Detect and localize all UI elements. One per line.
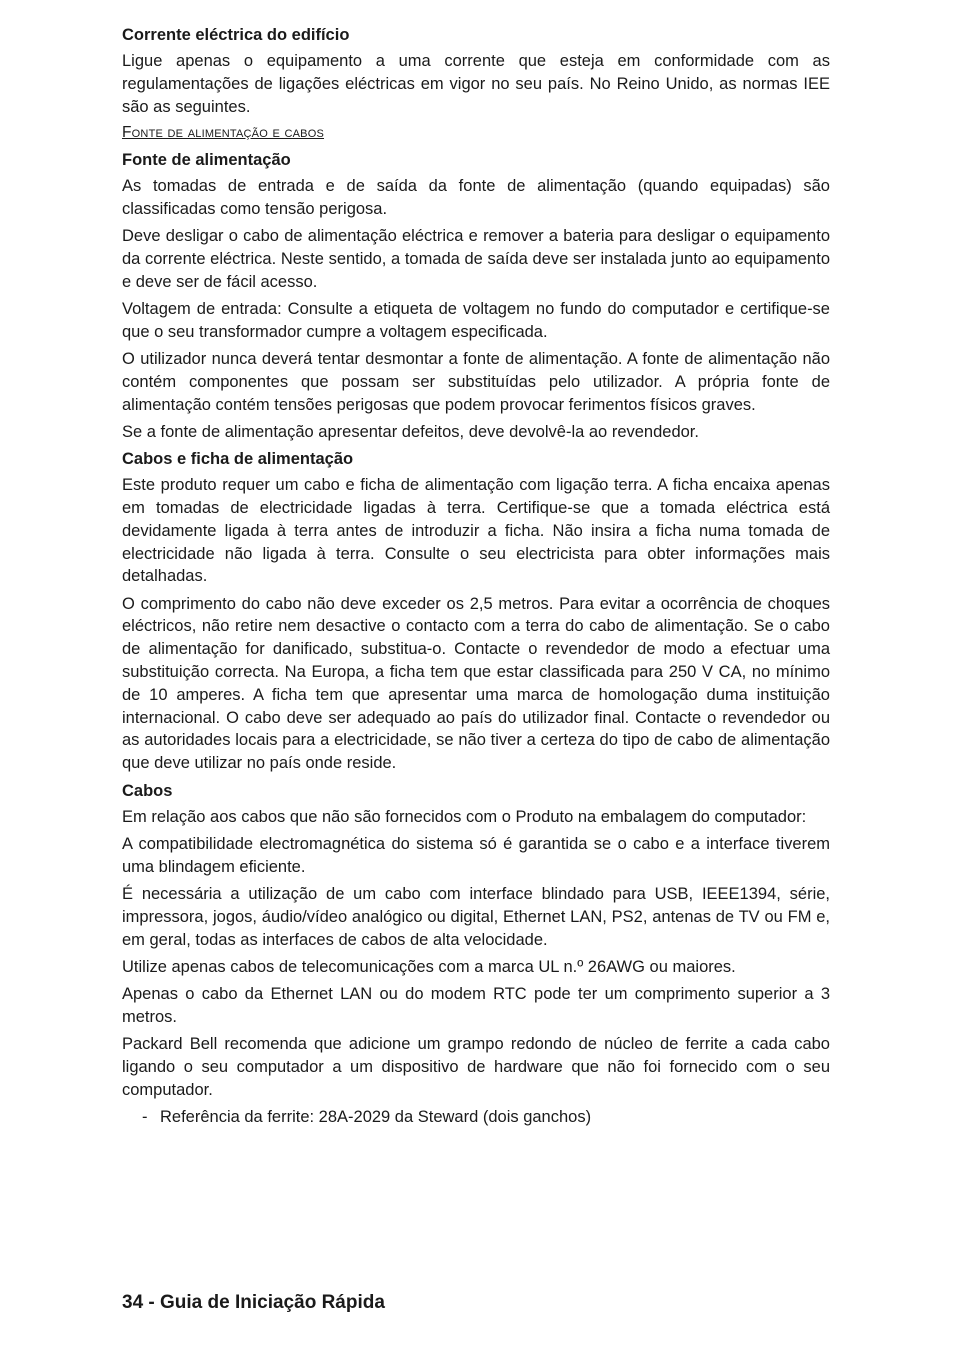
paragraph-cables-2: A compatibilidade electromagnética do sistema só é garantida se o cabo e a interface tiverem uma blindagem eficiente. bbox=[122, 834, 830, 876]
list-item-ferrite bbox=[142, 1106, 830, 1129]
heading-cables-plug: Cabos e ficha de alimentação bbox=[122, 450, 354, 469]
paragraph-cables-3: É necessária a utilização de um cabo com interface blindado para USB, IEEE1394, série, impressora, jogos, áudio/vídeo analógico ou digital, Ethernet LAN, PS2, antenas de TV ou FM e, em geral, todas as interfaces de cabos de alta velocidade. bbox=[122, 884, 830, 949]
paragraph-cables-1: Em relação aos cabos que não são fornecidos com o Produto na embalagem do computador: bbox=[122, 807, 807, 826]
page-footer: 34 - Guia de Iniciação Rápida bbox=[122, 1292, 385, 1313]
bullet-dash: - bbox=[142, 1108, 148, 1127]
section-title: Fonte de alimentação e cabos bbox=[122, 123, 325, 141]
paragraph-cables-plug-2: O comprimento do cabo não deve exceder os 2,5 metros. Para evitar a ocorrência de choques eléctricos, não retire nem desactive o contacto com a terra do cabo de alimentação. Se o cabo de alimentação for danificado, substitua-o. Contacte o revendedor de modo a efectuar uma substituição correcta. Na Europa, a ficha tem que estar classificada para 250 V CA, no mínimo de 10 amperes. A ficha tem que apresentar uma marca de homologação duma instituição internacional. O cabo deve ser adequado ao país do utilizador final. Contacte o revendedor ou as autoridades locais para a electricidade, se não tiver a certeza do tipo de cabo de alimentação que deve utilizar no país onde reside. bbox=[122, 594, 830, 773]
heading-cables: Cabos bbox=[122, 781, 173, 800]
paragraph-cables-6: Packard Bell recomenda que adicione um grampo redondo de núcleo de ferrite a cada cabo ligando o seu computador a um dispositivo de hardware que não foi fornecido com o seu computador. bbox=[122, 1035, 830, 1099]
heading-building-power: Corrente eléctrica do edifício bbox=[122, 26, 350, 44]
paragraph-cables-plug-1: Este produto requer um cabo e ficha de alimentação com ligação terra. A ficha encaixa apenas em tomadas de electricidade ligadas à terra. Certifique-se que a tomada eléctrica está devidamente ligada à terra antes de introduzir a ficha. Não insira a ficha numa tomada de electricidade não ligada à terra. Consulte o seu electricista para obter informações mais detalhadas. bbox=[122, 476, 830, 586]
document-body bbox=[122, 24, 830, 1129]
paragraph-building-power: Ligue apenas o equipamento a uma corrente que esteja em conformidade com as regulamentações de ligações eléctricas em vigor no seu país. No Reino Unido, as normas IEE são as seguintes. bbox=[122, 52, 830, 116]
paragraph-cables-4: Utilize apenas cabos de telecomunicações com a marca UL n.º 26AWG ou maiores. bbox=[122, 957, 736, 976]
bullet-text: Referência da ferrite: 28A-2029 da Steward (dois ganchos) bbox=[160, 1108, 592, 1127]
paragraph-power-supply-1: As tomadas de entrada e de saída da fonte de alimentação (quando equipadas) são classificadas como tensão perigosa. bbox=[122, 176, 830, 218]
heading-power-supply: Fonte de alimentação bbox=[122, 150, 291, 169]
paragraph-power-supply-2: Deve desligar o cabo de alimentação eléctrica e remover a bateria para desligar o equipamento da corrente eléctrica. Neste sentido, a tomada de saída deve ser instalada junto ao equipamento e deve ser de fácil acesso. bbox=[122, 226, 830, 291]
paragraph-power-supply-5: Se a fonte de alimentação apresentar defeitos, deve devolvê-la ao revendedor. bbox=[122, 422, 699, 441]
paragraph-power-supply-3: Voltagem de entrada: Consulte a etiqueta de voltagem no fundo do computador e certifique-se que o seu transformador cumpre a voltagem especificada. bbox=[122, 299, 830, 341]
paragraph-cables-5: Apenas o cabo da Ethernet LAN ou do modem RTC pode ter um comprimento superior a 3 metros. bbox=[122, 985, 830, 1026]
paragraph-power-supply-4: O utilizador nunca deverá tentar desmontar a fonte de alimentação. A fonte de alimentação não contém componentes que possam ser substituídas pelo utilizador. A própria fonte de alimentação contém tensões perigosas que podem provocar ferimentos físicos graves. bbox=[122, 349, 830, 414]
